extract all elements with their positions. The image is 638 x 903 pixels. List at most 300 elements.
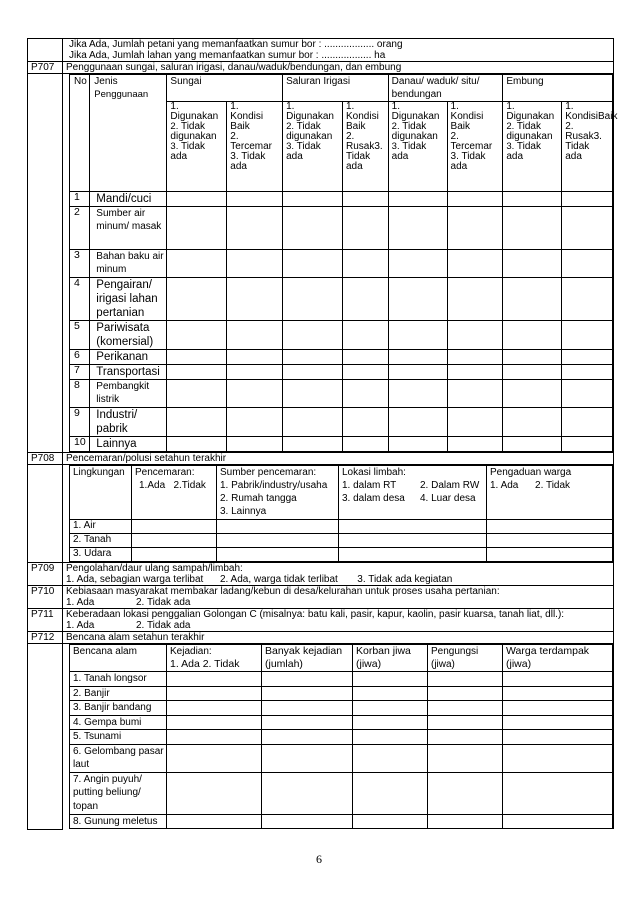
table-row [70, 278, 613, 321]
table-row [70, 380, 613, 408]
entry-cell[interactable] [227, 350, 283, 365]
p710-opt1: 1. Ada [66, 597, 95, 608]
p707-table-row [28, 74, 614, 453]
p709-row [28, 563, 614, 586]
entry-cell[interactable] [167, 744, 262, 772]
entry-cell[interactable] [562, 192, 613, 207]
col-jenis-line1: Jenis [94, 76, 118, 87]
col-pengaduan [487, 466, 613, 520]
sub-text: Kondisi [346, 111, 379, 122]
entry-cell[interactable] [447, 321, 503, 350]
sub-text: 2. [450, 131, 459, 142]
entry-cell[interactable] [503, 250, 562, 278]
col-banyak [262, 645, 353, 672]
col-saluran: Saluran Irigasi [283, 75, 389, 102]
entry-cell[interactable] [487, 520, 613, 534]
entry-cell[interactable] [447, 192, 503, 207]
entry-cell[interactable] [283, 321, 343, 350]
header-text: Pengaduan warga [490, 467, 572, 478]
entry-cell[interactable] [428, 715, 503, 730]
p712-title: Bencana alam setahun terakhir [63, 632, 614, 644]
entry-cell[interactable] [503, 321, 562, 350]
sub-text: ada [565, 151, 582, 162]
entry-cell[interactable] [503, 814, 613, 829]
entry-cell[interactable] [283, 207, 343, 250]
table-row [70, 730, 613, 745]
entry-cell[interactable] [343, 380, 389, 408]
p712-table-row [28, 644, 614, 830]
table-row [70, 437, 613, 452]
entry-cell[interactable] [428, 730, 503, 745]
entry-cell[interactable] [227, 207, 283, 250]
sub-text: Tidak [346, 151, 371, 162]
intro-row [28, 39, 614, 62]
entry-cell[interactable] [167, 437, 227, 452]
sub-text: 3. Tidak [450, 151, 486, 162]
entry-cell[interactable] [562, 408, 613, 437]
sub-saluran-usage [283, 102, 343, 192]
sub-text: Baik [346, 121, 366, 132]
table-row [70, 672, 613, 687]
col-warga [503, 645, 613, 672]
sub-text: 2. [230, 131, 239, 142]
col-kejadian [167, 645, 262, 672]
row-number: 7 [70, 365, 90, 380]
sub-text: Tercemar [450, 141, 493, 152]
table-row [70, 715, 613, 730]
col-pengungsi [428, 645, 503, 672]
row-label: Mandi/cuci [90, 192, 167, 207]
sub-text: 1. [346, 101, 355, 112]
p707-title: Penggunaan sungai, saluran irigasi, danau/waduk/bendungan, dan embung [63, 62, 614, 74]
sub-text: 1. [450, 101, 459, 112]
questionnaire-table [27, 38, 618, 830]
table-row [70, 192, 613, 207]
entry-cell[interactable] [428, 672, 503, 687]
sub-sungai-kondisi [227, 102, 283, 192]
sub-text: 3. [170, 141, 179, 152]
table-row [70, 365, 613, 380]
table-row [70, 534, 613, 548]
header-text: Lokasi limbah: [342, 467, 406, 478]
sub-text: 2. [506, 121, 515, 132]
sub-text: 3. [391, 141, 400, 152]
header-text: 3. dalam desa [342, 493, 405, 504]
col-lokasi [339, 466, 487, 520]
row-label: Lainnya [90, 437, 167, 452]
sub-text: Tercemar [230, 141, 272, 152]
entry-cell[interactable] [343, 207, 389, 250]
entry-cell[interactable] [167, 672, 262, 687]
sub-text: 1. [391, 101, 401, 112]
entry-cell[interactable] [388, 192, 447, 207]
sub-text: Tidak [402, 141, 427, 152]
table-row [70, 701, 613, 716]
entry-cell[interactable] [503, 437, 562, 452]
entry-cell[interactable] [217, 534, 339, 548]
entry-cell[interactable] [262, 730, 353, 745]
row-label: 8. Gunung meletus [70, 814, 167, 829]
entry-cell[interactable] [388, 437, 447, 452]
entry-cell[interactable] [487, 548, 613, 562]
entry-cell[interactable] [283, 350, 343, 365]
entry-cell[interactable] [353, 772, 428, 814]
header-text: 3. Lainnya [220, 506, 267, 517]
p710-code: P710 [28, 586, 63, 609]
entry-cell[interactable] [562, 350, 613, 365]
row-number: 6 [70, 350, 90, 365]
row-label: 3. Udara [70, 548, 132, 562]
p710-title: Kebiasaan masyarakat membakar ladang/kebun di desa/kelurahan untuk proses usaha pertanian: [66, 586, 500, 597]
entry-cell[interactable] [167, 321, 227, 350]
entry-cell[interactable] [503, 380, 562, 408]
sub-text: 3. [286, 141, 295, 152]
sub-text: Tidak [402, 121, 427, 132]
entry-cell[interactable] [167, 380, 227, 408]
p708-code: P708 [28, 453, 63, 465]
entry-cell[interactable] [167, 408, 227, 437]
table-row [70, 686, 613, 701]
entry-cell[interactable] [227, 321, 283, 350]
table-row [70, 408, 613, 437]
entry-cell[interactable] [262, 686, 353, 701]
p711-opt1: 1. Ada [66, 620, 95, 631]
sub-text: Tidak [296, 141, 321, 152]
row-label: 3. Banjir bandang [70, 701, 167, 716]
p709-code: P709 [28, 563, 63, 586]
entry-cell[interactable] [388, 365, 447, 380]
table-row [70, 772, 613, 814]
entry-cell[interactable] [562, 437, 613, 452]
sub-text: 2. [346, 131, 355, 142]
row-label: Perikanan [90, 350, 167, 365]
sub-text: 1. [230, 101, 239, 112]
entry-cell[interactable] [227, 408, 283, 437]
p711-code: P711 [28, 609, 63, 632]
entry-cell[interactable] [503, 701, 613, 716]
sub-danau-usage [388, 102, 447, 192]
p708-title: Pencemaran/polusi setahun terakhir [63, 453, 614, 465]
sub-text: digunakan [170, 131, 217, 142]
col-bencana: Bencana alam [70, 645, 167, 672]
row-label: Industri/ pabrik [90, 408, 167, 437]
entry-cell[interactable] [428, 686, 503, 701]
p710-opt2: 2. Tidak ada [136, 597, 191, 608]
intro-line-1: Jika Ada, Jumlah petani yang memanfaatkan sumur bor : .................. orang [69, 39, 403, 50]
table-row [70, 321, 613, 350]
entry-cell[interactable] [388, 250, 447, 278]
row-label: Transportasi [90, 365, 167, 380]
row-label: 5. Tsunami [70, 730, 167, 745]
entry-cell[interactable] [167, 192, 227, 207]
row-number: 8 [70, 380, 90, 408]
entry-cell[interactable] [447, 278, 503, 321]
row-number: 10 [70, 437, 90, 452]
entry-cell[interactable] [447, 408, 503, 437]
entry-cell[interactable] [388, 207, 447, 250]
p707-usage-table [69, 74, 618, 452]
row-label: 4. Gempa bumi [70, 715, 167, 730]
entry-cell[interactable] [343, 192, 389, 207]
entry-cell[interactable] [283, 408, 343, 437]
sub-text: Tidak [565, 141, 590, 152]
p710-row [28, 586, 614, 609]
entry-cell[interactable] [503, 278, 562, 321]
header-text: (jiwa) [506, 658, 532, 670]
entry-cell[interactable] [562, 365, 613, 380]
entry-cell[interactable] [353, 730, 428, 745]
entry-cell[interactable] [503, 408, 562, 437]
header-text: Pengungsi [431, 646, 479, 657]
entry-cell[interactable] [167, 350, 227, 365]
entry-cell[interactable] [343, 408, 389, 437]
header-text: Korban jiwa [356, 645, 411, 657]
entry-cell[interactable] [503, 672, 613, 687]
row-number: 2 [70, 207, 90, 250]
p708-pollution-body [70, 520, 613, 562]
sub-text: digunakan [286, 131, 333, 142]
entry-cell[interactable] [283, 278, 343, 321]
entry-cell[interactable] [388, 380, 447, 408]
entry-cell[interactable] [283, 380, 343, 408]
row-number: 9 [70, 408, 90, 437]
p708-pollution-table [69, 465, 613, 562]
entry-cell[interactable] [227, 250, 283, 278]
sub-text: 2. [565, 121, 574, 132]
entry-cell[interactable] [487, 534, 613, 548]
entry-cell[interactable] [262, 715, 353, 730]
entry-cell[interactable] [343, 321, 389, 350]
sub-text: ada [230, 161, 247, 172]
entry-cell[interactable] [562, 321, 613, 350]
entry-cell[interactable] [167, 365, 227, 380]
entry-cell[interactable] [167, 686, 262, 701]
entry-cell[interactable] [283, 250, 343, 278]
row-number: 1 [70, 192, 90, 207]
entry-cell[interactable] [227, 278, 283, 321]
header-text: 1. Ada 2. Tidak [490, 480, 571, 491]
p708-table-row [28, 465, 614, 563]
sub-text: digunakan [391, 131, 438, 142]
entry-cell[interactable] [167, 715, 262, 730]
entry-cell[interactable] [217, 548, 339, 562]
header-text: Warga terdampak [506, 645, 590, 657]
entry-cell[interactable] [132, 534, 217, 548]
sub-text: 2. [286, 121, 295, 132]
entry-cell[interactable] [283, 192, 343, 207]
entry-cell[interactable] [562, 278, 613, 321]
entry-cell[interactable] [503, 730, 613, 745]
entry-cell[interactable] [428, 772, 503, 814]
entry-cell[interactable] [447, 350, 503, 365]
entry-cell[interactable] [132, 548, 217, 562]
entry-cell[interactable] [227, 380, 283, 408]
entry-cell[interactable] [227, 437, 283, 452]
sub-text: Tidak [296, 121, 321, 132]
sub-text: 2. [170, 121, 179, 132]
entry-cell[interactable] [343, 365, 389, 380]
sub-text: Tidak [180, 121, 206, 132]
entry-cell[interactable] [428, 744, 503, 772]
p711-title: Keberadaan lokasi penggalian Golongan C (misalnya: batu kali, pasir, kapur, kaolin, pasir kuarsa, tanah liat, dll.): [66, 609, 565, 620]
sub-text: KondisiBaik [565, 111, 618, 122]
header-text: Kejadian: [170, 646, 212, 657]
row-label: Pariwisata (komersial) [90, 321, 167, 350]
sub-text: digunakan [506, 131, 553, 142]
entry-cell[interactable] [262, 814, 353, 829]
entry-cell[interactable] [562, 380, 613, 408]
entry-cell[interactable] [167, 250, 227, 278]
header-text: 4. Luar desa [420, 493, 476, 504]
entry-cell[interactable] [503, 744, 613, 772]
table-row [70, 814, 613, 829]
row-number: 4 [70, 278, 90, 321]
sub-text: Tidak [516, 121, 541, 132]
entry-cell[interactable] [428, 814, 503, 829]
entry-cell[interactable] [262, 672, 353, 687]
entry-cell[interactable] [217, 520, 339, 534]
sub-text: 3. Tidak [230, 151, 266, 162]
entry-cell[interactable] [227, 192, 283, 207]
sub-text: Kondisi [450, 111, 484, 122]
entry-cell[interactable] [167, 207, 227, 250]
p707-code: P707 [28, 62, 63, 74]
entry-cell[interactable] [339, 548, 487, 562]
questionnaire-page [27, 38, 618, 830]
entry-cell[interactable] [262, 772, 353, 814]
table-row [70, 744, 613, 772]
row-label: 6. Gelombang pasar laut [70, 744, 167, 772]
entry-cell[interactable] [353, 744, 428, 772]
entry-cell[interactable] [167, 701, 262, 716]
table-row [70, 548, 613, 562]
p712-disaster-body [70, 672, 613, 829]
p707-usage-body [70, 192, 613, 452]
header-text: 1. Pabrik/industry/usaha [220, 480, 328, 491]
entry-cell[interactable] [132, 520, 217, 534]
entry-cell[interactable] [388, 408, 447, 437]
entry-cell[interactable] [343, 278, 389, 321]
entry-cell[interactable] [353, 715, 428, 730]
entry-cell[interactable] [447, 437, 503, 452]
entry-cell[interactable] [283, 365, 343, 380]
entry-cell[interactable] [339, 534, 487, 548]
p712-title-row [28, 632, 614, 644]
p712-header-row [70, 645, 613, 672]
sub-embung-kondisi [562, 101, 618, 192]
entry-cell[interactable] [503, 365, 562, 380]
header-text: 2. Rumah tangga [220, 493, 297, 504]
entry-cell[interactable] [167, 772, 262, 814]
table-row [70, 350, 613, 365]
entry-cell[interactable] [388, 350, 447, 365]
entry-cell[interactable] [167, 730, 262, 745]
entry-cell[interactable] [167, 814, 262, 829]
p708-title-row [28, 453, 614, 465]
p709-title: Pengolahan/daur ulang sampah/limbah: [66, 563, 243, 574]
p708-header-row [70, 466, 613, 520]
p707-header-row [70, 75, 613, 102]
header-text: (jiwa) [356, 658, 382, 670]
entry-cell[interactable] [353, 814, 428, 829]
entry-cell[interactable] [343, 350, 389, 365]
col-sumber [217, 466, 339, 520]
entry-cell[interactable] [262, 744, 353, 772]
p711-opt2: 2. Tidak ada [136, 620, 191, 631]
entry-cell[interactable] [562, 250, 613, 278]
col-jenis-line2: Penggunaan [94, 89, 149, 100]
entry-cell[interactable] [353, 701, 428, 716]
sub-embung-usage [503, 102, 562, 192]
entry-cell[interactable] [503, 207, 562, 250]
header-text: (jumlah) [265, 658, 303, 670]
entry-cell[interactable] [562, 207, 613, 250]
entry-cell[interactable] [262, 701, 353, 716]
entry-cell[interactable] [353, 686, 428, 701]
entry-cell[interactable] [503, 350, 562, 365]
sub-text: 2. [391, 121, 400, 132]
entry-cell[interactable] [388, 321, 447, 350]
row-label: Pembangkit listrik [90, 380, 167, 408]
col-lingkungan: Lingkungan [70, 466, 132, 520]
entry-cell[interactable] [447, 207, 503, 250]
entry-cell[interactable] [503, 192, 562, 207]
entry-cell[interactable] [447, 380, 503, 408]
entry-cell[interactable] [503, 772, 613, 814]
p712-disaster-table [69, 644, 613, 829]
page-number: 6 [316, 852, 322, 866]
sub-danau-kondisi [447, 102, 503, 192]
table-row [70, 520, 613, 534]
row-label: 2. Tanah [70, 534, 132, 548]
entry-cell[interactable] [227, 365, 283, 380]
entry-cell[interactable] [447, 365, 503, 380]
header-text: 1.Ada 2.Tidak [139, 480, 206, 491]
p712-code: P712 [28, 632, 63, 644]
entry-cell[interactable] [343, 250, 389, 278]
sub-text: Baik [230, 121, 250, 132]
col-sungai: Sungai [167, 75, 283, 102]
header-text: 1. dalam RT [342, 480, 397, 491]
sub-saluran-kondisi [343, 102, 389, 192]
entry-cell[interactable] [447, 250, 503, 278]
entry-cell[interactable] [339, 520, 487, 534]
entry-cell[interactable] [503, 715, 613, 730]
entry-cell[interactable] [343, 437, 389, 452]
entry-cell[interactable] [283, 437, 343, 452]
entry-cell[interactable] [388, 278, 447, 321]
row-label: Pengairan/ irigasi lahan pertanian [90, 278, 167, 321]
sub-text: ada [170, 151, 188, 162]
col-jenis [90, 75, 167, 192]
sub-text: Digunakan [506, 111, 555, 122]
header-text: Banyak kejadian [265, 645, 343, 657]
entry-cell[interactable] [503, 686, 613, 701]
sub-sungai-usage [167, 102, 227, 192]
sub-text: 3. [506, 141, 515, 152]
p707-title-row [28, 62, 614, 74]
row-label: Bahan baku air minum [90, 250, 167, 278]
sub-text: Tidak [516, 141, 541, 152]
entry-cell[interactable] [428, 701, 503, 716]
col-no: No [70, 75, 90, 192]
row-label: 7. Angin puyuh/ putting beliung/ topan [70, 772, 167, 814]
entry-cell[interactable] [167, 278, 227, 321]
header-text: (jiwa) [431, 659, 455, 670]
sub-text: Rusak3. [565, 131, 602, 142]
entry-cell[interactable] [353, 672, 428, 687]
header-text: 1. Ada 2. Tidak [170, 658, 240, 670]
